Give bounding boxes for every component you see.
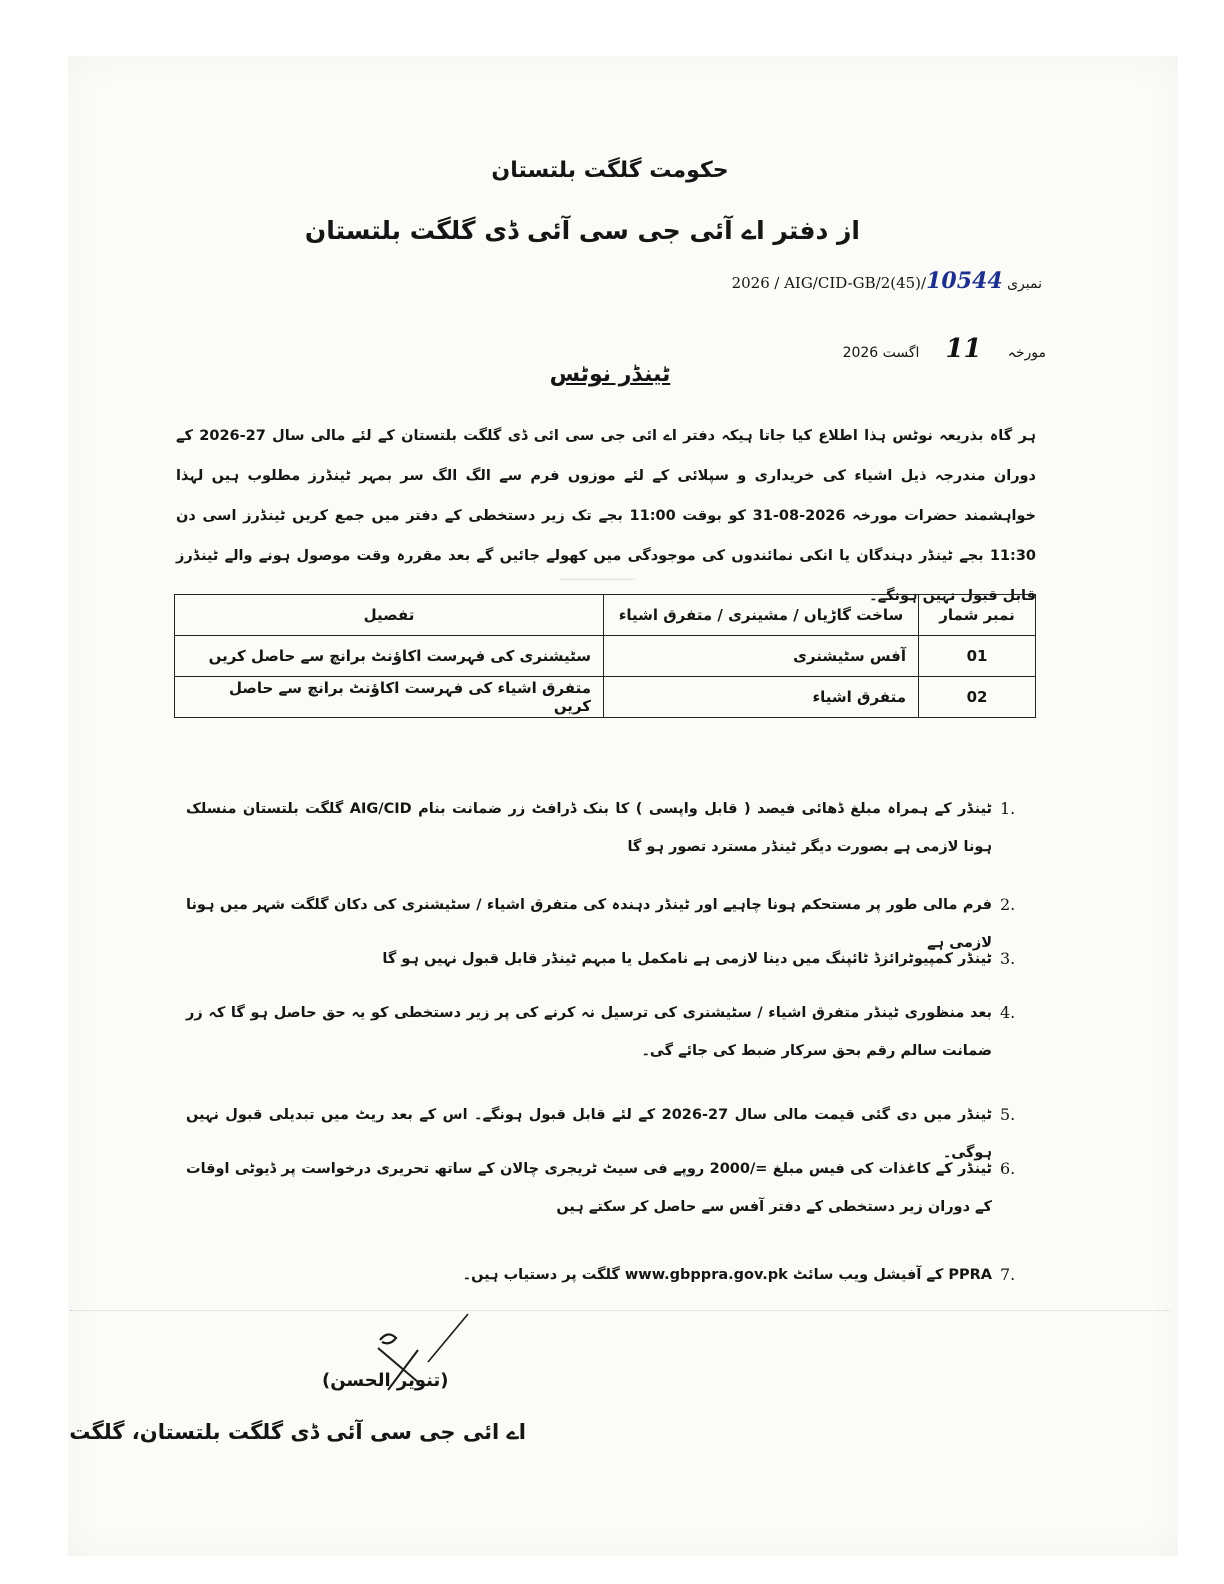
condition-item: [186, 994, 1016, 1070]
column-header-detail: تفصیل: [175, 595, 604, 636]
row-item: آفس سٹیشنری: [604, 636, 919, 677]
office-heading: از دفتر اے آئی جی سی آئی ڈی گلگت بلتستان: [304, 216, 860, 245]
condition-number: 4.: [1000, 1003, 1016, 1022]
condition-number: 5.: [1000, 1105, 1016, 1124]
condition-text: بعد منظوری ٹینڈر متفرق اشیاء / سٹیشنری کی ترسیل نہ کرنے کی پر زیر دستخطی کو یہ حق حاصل ہو گا کہ زر ضمانت سالم رقم بحق سرکار ضبط کی جائے گی۔: [186, 1005, 992, 1059]
condition-text: PPRA کے آفیشل ویب سائٹ www.gbppra.gov.pk گلگت پر دستیاب ہیں۔: [462, 1267, 992, 1283]
condition-item: [186, 1256, 1016, 1294]
date-label: مورخہ: [1007, 345, 1046, 361]
divider: [70, 1310, 1170, 1311]
column-header-sno: نمبر شمار: [919, 595, 1036, 636]
condition-item: [186, 1150, 1016, 1226]
row-detail: متفرق اشیاء کی فہرست اکاؤنٹ برانچ سے حاصل کریں: [175, 677, 604, 718]
reference-number: نمبری 2026 / AIG/CID-GB/2(45)/10544: [731, 268, 1042, 294]
government-heading: حکومت گلگت بلتستان: [491, 158, 729, 183]
condition-number: 2.: [1000, 895, 1016, 914]
items-table: [174, 594, 1036, 718]
intro-paragraph: ہر گاہ بذریعہ نوٹس ہذا اطلاع کیا جاتا ہیکہ دفتر اے ائی جی سی ائی ڈی گلگت بلتستان کے لئے مالی سال 27-2026 کے دوران مندرجہ ذیل اشیاء کی خریداری و سپلائی کے لئے موزوں فرم سے الگ الگ سر بمہر ٹینڈرز مطلوب ہیں لہذا خواہشمند حضرات مورخہ 2026-08-31 کو بوقت 11:00 بجے تک زیر دستخطی کے دفتر میں جمع کریں ٹینڈرز اسی دن 11:30 بجے ٹینڈر دہندگان یا انکی نمائندوں کی موجودگی میں کھولے جائیں گے بعد مقررہ وقت موصول ہونے والے ٹینڈرز قابل قبول نہیں ہونگے۔: [176, 428, 1036, 604]
condition-number: 3.: [1000, 949, 1016, 968]
column-header-item: ساخت گاڑیاں / مشینری / متفرق اشیاء: [604, 595, 919, 636]
condition-text: فرم مالی طور پر مستحکم ہونا چاہیے اور ٹینڈر دہندہ کی متفرق اشیاء / سٹیشنری کی دکان گلگت شہر میں ہونا لازمی ہے: [186, 897, 992, 951]
condition-number: 1.: [1000, 799, 1016, 818]
reference-code: AIG/CID-GB/2(45)/: [784, 274, 927, 292]
signatory-designation: اے ائی جی سی آئی ڈی گلگت بلتستان، گلگت: [69, 1420, 526, 1444]
reference-handwritten-number: 10544: [926, 268, 1003, 294]
condition-text: ٹینڈر کمپیوٹرائزڈ ٹائپنگ میں دینا لازمی ہے نامکمل یا مبہم ٹینڈر قابل قبول نہیں ہو گا: [382, 951, 992, 967]
table-header-row: [175, 595, 1036, 636]
date-day-handwritten: 11: [945, 334, 982, 364]
reference-label: نمبری: [1007, 276, 1042, 292]
notice-title: ٹینڈر نوٹس: [549, 362, 671, 387]
table-row: [175, 636, 1036, 677]
date-month-year: اگست 2026: [842, 345, 920, 361]
signatory-name: (تنویر الحسن): [322, 1370, 449, 1391]
date-line: [843, 334, 1046, 364]
condition-number: 6.: [1000, 1159, 1016, 1178]
table-row: [175, 677, 1036, 718]
bleed-through: ▁▁▁▁▁▁▁: [560, 565, 636, 581]
row-item: متفرق اشیاء: [604, 677, 919, 718]
reference-year: 2026: [731, 274, 770, 292]
condition-item: [186, 940, 1016, 978]
condition-text: ٹینڈر میں دی گئی قیمت مالی سال 27-2026 کے لئے قابل قبول ہونگے۔ اس کے بعد ریٹ میں تبدیلی قبول نہیں ہوگی۔: [186, 1107, 992, 1161]
row-detail: سٹیشنری کی فہرست اکاؤنٹ برانچ سے حاصل کریں: [175, 636, 604, 677]
condition-text: ٹینڈر کے ہمراہ مبلغ ڈھائی فیصد ( قابل واپسی ) کا بنک ڈرافٹ زر ضمانت بنام AIG/CID گلگت بلتستان منسلک ہونا لازمی ہے بصورت دیگر ٹینڈر مسترد تصور ہو گا: [186, 801, 992, 855]
condition-number: 7.: [1000, 1265, 1016, 1284]
row-sno: 01: [919, 636, 1036, 677]
row-sno: 02: [919, 677, 1036, 718]
condition-item: [186, 790, 1016, 866]
condition-text: ٹینڈر کے کاغذات کی فیس مبلغ =/2000 روپے فی سیٹ ٹریجری چالان کے ساتھ تحریری درخواست پر ڈیوٹی اوقات کے دوران زیر دستخطی کے دفتر آفس سے حاصل کر سکتے ہیں: [186, 1161, 992, 1215]
